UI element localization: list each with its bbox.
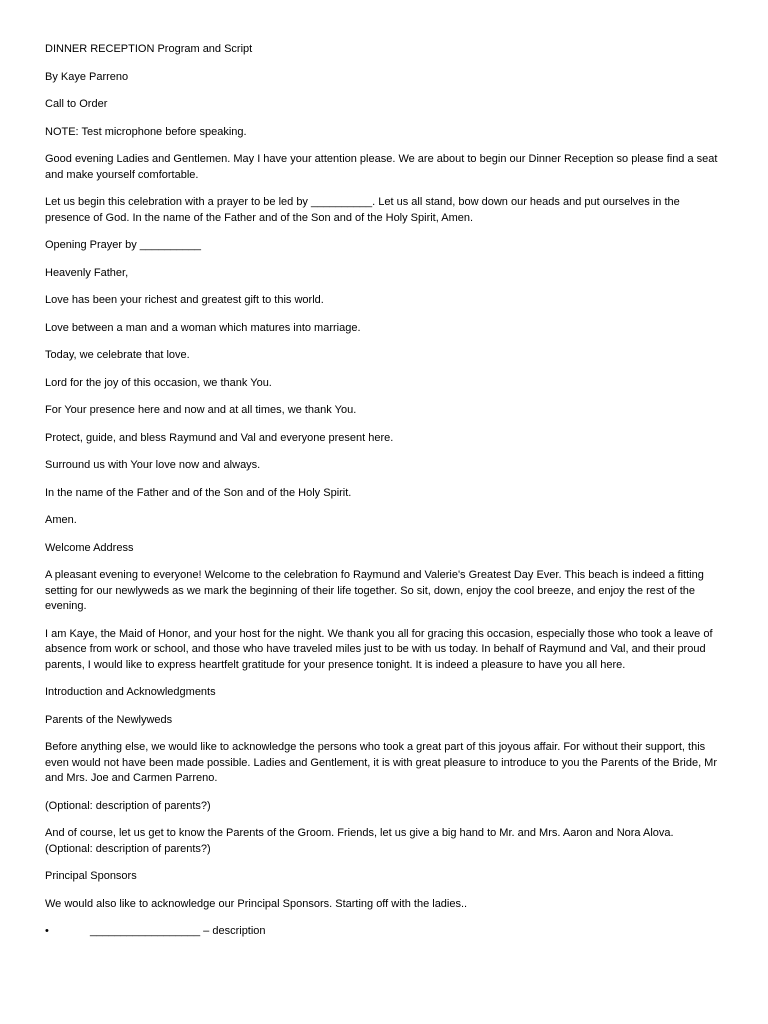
prayer-line: Lord for the joy of this occasion, we thank You. [45, 376, 272, 389]
author-line: By Kaye Parreno [45, 70, 129, 83]
prayer-intro-paragraph: Let us begin this celebration with a prayer to be led by __________. Let us all stand, bow down our heads and put ourselves in the presence of God. In the name of the Father and of the Son and of the Holy Spirit, Amen. [45, 196, 680, 224]
host-paragraph: I am Kaye, the Maid of Honor, and your host for the night. We thank you all for gracing this occasion, especially those who took a leave of absence from work or school, and those who have traveled miles just to be with us today. In behalf of Raymund and Val, and their proud parents, I would like to express heartfelt gratitude for your presence tonight. It is indeed a pleasure to have you all here. [45, 627, 713, 671]
list-item-text: __________________ – description [90, 925, 266, 937]
document-title: DINNER RECEPTION Program and Script [45, 43, 253, 55]
section-heading-welcome-address: Welcome Address [45, 541, 134, 554]
prayer-line: Heavenly Father, [45, 266, 129, 279]
prayer-line: Amen. [45, 514, 77, 526]
list-item [45, 924, 721, 940]
document-body [45, 42, 721, 940]
section-heading-introduction: Introduction and Acknowledgments [45, 686, 216, 698]
note-paragraph: NOTE: Test microphone before speaking. [45, 125, 247, 138]
section-heading-parents: Parents of the Newlyweds [45, 713, 173, 726]
prayer-line: Protect, guide, and bless Raymund and Val and everyone present here. [45, 431, 394, 444]
prayer-line: Love has been your richest and greatest gift to this world. [45, 294, 324, 306]
prayer-line: Today, we celebrate that love. [45, 349, 190, 361]
prayer-line: In the name of the Father and of the Son and of the Holy Spirit. [45, 486, 352, 499]
section-heading-call-to-order: Call to Order [45, 98, 108, 110]
welcome-paragraph: A pleasant evening to everyone! Welcome to the celebration fo Raymund and Valerie's Greatest Day Ever. This beach is indeed a fitting setting for our newlyweds as we mark the beginning of their life together. So sit, down, enjoy the cool breeze, and enjoy the rest of the evening. [45, 569, 704, 612]
section-heading-opening-prayer: Opening Prayer by __________ [45, 239, 201, 251]
bullet-icon: • [45, 925, 49, 937]
prayer-line: For Your presence here and now and at all times, we thank You. [45, 404, 357, 416]
sponsors-paragraph: We would also like to acknowledge our Principal Sponsors. Starting off with the ladies.. [45, 897, 468, 910]
prayer-line: Love between a man and a woman which matures into marriage. [45, 321, 361, 334]
parents-groom-paragraph: And of course, let us get to know the Parents of the Groom. Friends, let us give a big hand to Mr. and Mrs. Aaron and Nora Alova. (Optional: description of parents?) [45, 827, 674, 855]
optional-note: (Optional: description of parents?) [45, 799, 211, 812]
greeting-paragraph: Good evening Ladies and Gentlemen. May I have your attention please. We are about to begin our Dinner Reception so please find a seat and make yourself comfortable. [45, 153, 718, 181]
prayer-line: Surround us with Your love now and always. [45, 459, 261, 471]
parents-bride-paragraph: Before anything else, we would like to acknowledge the persons who took a great part of this joyous affair. For without their support, this even would not have been made possible. Ladies and Gentlement, it is with great pleasure to introduce to you the Parents of the Bride, Mr and Mrs. Joe and Carmen Parreno. [45, 741, 718, 784]
section-heading-principal-sponsors: Principal Sponsors [45, 870, 137, 882]
